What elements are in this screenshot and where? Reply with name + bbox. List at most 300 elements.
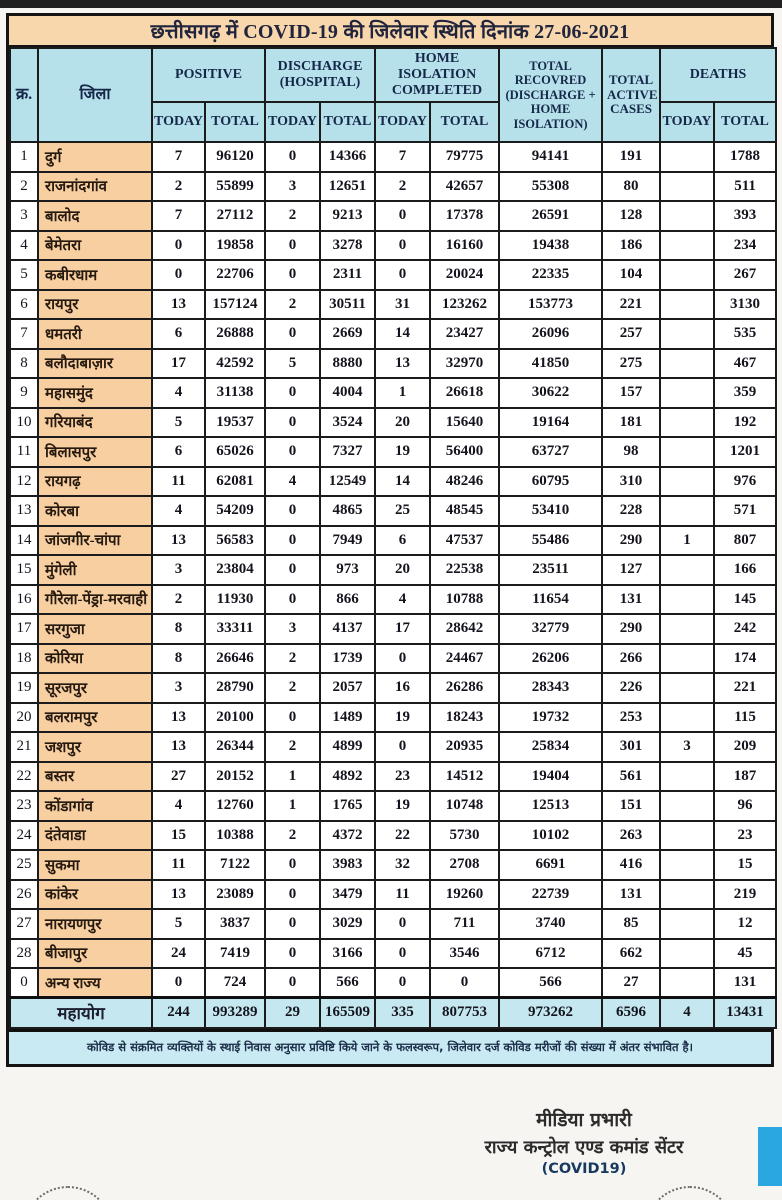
- deaths-total-cell: 12: [714, 909, 776, 939]
- recovered-cell: 23511: [499, 555, 602, 585]
- discharge-today-cell: 3: [265, 172, 320, 202]
- home-total-cell: 42657: [430, 172, 499, 202]
- positive-total-cell: 31138: [205, 378, 265, 408]
- active-cell: 181: [602, 408, 660, 438]
- header-deaths-total: TOTAL: [714, 102, 776, 142]
- discharge-today-cell: 0: [265, 496, 320, 526]
- serial-cell: 4: [10, 231, 38, 261]
- district-row: [10, 850, 776, 880]
- deaths-today-cell: [660, 850, 714, 880]
- serial-cell: 21: [10, 732, 38, 762]
- top-dark-bar: [0, 0, 782, 8]
- discharge-today-cell: 1: [265, 791, 320, 821]
- district-cell: सरगुजा: [38, 614, 152, 644]
- district-row: [10, 467, 776, 497]
- discharge-total-cell: 4899: [320, 732, 375, 762]
- discharge-today-cell: 4: [265, 467, 320, 497]
- discharge-today-cell: 0: [265, 260, 320, 290]
- district-cell: महासमुंद: [38, 378, 152, 408]
- deaths-today-cell: [660, 762, 714, 792]
- district-cell: सूरजपुर: [38, 673, 152, 703]
- discharge-total-cell: 3029: [320, 909, 375, 939]
- positive-today-cell: 15: [152, 821, 205, 851]
- deaths-today-cell: [660, 585, 714, 615]
- district-row: [10, 762, 776, 792]
- district-cell: जांजगीर-चांपा: [38, 526, 152, 556]
- positive-total-cell: 26888: [205, 319, 265, 349]
- home-today-cell: 0: [375, 231, 430, 261]
- serial-cell: 17: [10, 614, 38, 644]
- home-total-cell: 10788: [430, 585, 499, 615]
- serial-cell: 24: [10, 821, 38, 851]
- positive-today-cell: 4: [152, 496, 205, 526]
- deaths-today-cell: [660, 880, 714, 910]
- deaths-today-cell: [660, 201, 714, 231]
- deaths-total-cell: 219: [714, 880, 776, 910]
- positive-today-cell: 2: [152, 172, 205, 202]
- positive-total-cell: 62081: [205, 467, 265, 497]
- positive-today-cell: 7: [152, 201, 205, 231]
- district-cell: बलरामपुर: [38, 703, 152, 733]
- serial-cell: 0: [10, 968, 38, 998]
- deaths-today-cell: [660, 378, 714, 408]
- home-today-cell: 0: [375, 644, 430, 674]
- district-row: [10, 526, 776, 556]
- active-cell: 301: [602, 732, 660, 762]
- active-cell: 310: [602, 467, 660, 497]
- deaths-today-cell: [660, 939, 714, 969]
- active-cell: 257: [602, 319, 660, 349]
- home-today-cell: 16: [375, 673, 430, 703]
- serial-cell: 13: [10, 496, 38, 526]
- serial-cell: 7: [10, 319, 38, 349]
- deaths-today-cell: 3: [660, 732, 714, 762]
- discharge-today-cell: 2: [265, 821, 320, 851]
- positive-total-cell: 28790: [205, 673, 265, 703]
- header-total-recovered: TOTAL RECOVRED (DISCHARGE + HOME ISOLATION): [499, 48, 602, 142]
- district-row: [10, 378, 776, 408]
- home-today-cell: 2: [375, 172, 430, 202]
- home-today-cell: 0: [375, 260, 430, 290]
- positive-total-cell: 3837: [205, 909, 265, 939]
- positive-today-cell: 0: [152, 260, 205, 290]
- district-row: [10, 231, 776, 261]
- discharge-total-cell: 4892: [320, 762, 375, 792]
- district-cell: जशपुर: [38, 732, 152, 762]
- home-total-cell: 19260: [430, 880, 499, 910]
- active-cell: 157: [602, 378, 660, 408]
- home-today-cell: 32: [375, 850, 430, 880]
- discharge-total-cell: 8880: [320, 349, 375, 379]
- home-total-cell: 3546: [430, 939, 499, 969]
- deaths-total-cell: 807: [714, 526, 776, 556]
- active-cell: 221: [602, 290, 660, 320]
- discharge-total-cell: 7327: [320, 437, 375, 467]
- deaths-total-cell: 187: [714, 762, 776, 792]
- home-total-cell: 15640: [430, 408, 499, 438]
- recovered-cell: 12513: [499, 791, 602, 821]
- positive-total-cell: 27112: [205, 201, 265, 231]
- district-row: [10, 673, 776, 703]
- home-today-cell: 25: [375, 496, 430, 526]
- active-cell: 127: [602, 555, 660, 585]
- district-row: [10, 172, 776, 202]
- home-today-cell: 14: [375, 319, 430, 349]
- district-row: [10, 290, 776, 320]
- deaths-total-cell: 1201: [714, 437, 776, 467]
- deaths-today-cell: 1: [660, 526, 714, 556]
- positive-total-cell: 12760: [205, 791, 265, 821]
- serial-cell: 18: [10, 644, 38, 674]
- serial-cell: 8: [10, 349, 38, 379]
- serial-cell: 2: [10, 172, 38, 202]
- active-cell: 27: [602, 968, 660, 998]
- deaths-today-cell: [660, 142, 714, 172]
- positive-total-cell: 56583: [205, 526, 265, 556]
- deaths-total-cell: 221: [714, 673, 776, 703]
- positive-total-cell: 7122: [205, 850, 265, 880]
- serial-cell: 25: [10, 850, 38, 880]
- positive-today-cell: 13: [152, 703, 205, 733]
- signature-role: मीडिया प्रभारी: [536, 1109, 632, 1131]
- discharge-today-cell: 2: [265, 644, 320, 674]
- recovered-cell: 6691: [499, 850, 602, 880]
- recovered-cell: 60795: [499, 467, 602, 497]
- district-row: [10, 703, 776, 733]
- deaths-total-cell: 115: [714, 703, 776, 733]
- home-total-cell: 5730: [430, 821, 499, 851]
- recovered-cell: 22335: [499, 260, 602, 290]
- discharge-today-cell: 0: [265, 880, 320, 910]
- covid-district-table: [9, 47, 777, 1029]
- header-deaths: DEATHS: [660, 48, 776, 102]
- discharge-total-cell: 3479: [320, 880, 375, 910]
- positive-total-cell: 65026: [205, 437, 265, 467]
- home-total-cell: 20935: [430, 732, 499, 762]
- recovered-cell: 53410: [499, 496, 602, 526]
- positive-total-cell: 26646: [205, 644, 265, 674]
- deaths-total-cell: 393: [714, 201, 776, 231]
- serial-cell: 12: [10, 467, 38, 497]
- deaths-total-cell: 359: [714, 378, 776, 408]
- positive-today-cell: 8: [152, 614, 205, 644]
- deaths-today-cell: [660, 555, 714, 585]
- home-today-cell: 19: [375, 703, 430, 733]
- positive-total-cell: 19858: [205, 231, 265, 261]
- positive-total-cell: 10388: [205, 821, 265, 851]
- home-today-cell: 0: [375, 968, 430, 998]
- district-cell: दंतेवाडा: [38, 821, 152, 851]
- blue-edge-marker: [758, 1127, 782, 1186]
- recovered-cell: 63727: [499, 437, 602, 467]
- home-total-cell: 48246: [430, 467, 499, 497]
- active-cell: 290: [602, 614, 660, 644]
- header-total-active: TOTAL ACTIVE CASES: [602, 48, 660, 142]
- positive-today-cell: 11: [152, 467, 205, 497]
- district-row: [10, 939, 776, 969]
- district-cell: गरियाबंद: [38, 408, 152, 438]
- positive-total-cell: 42592: [205, 349, 265, 379]
- home-today-cell: 20: [375, 408, 430, 438]
- district-row: [10, 437, 776, 467]
- recovered-cell: 3740: [499, 909, 602, 939]
- home-total-cell: 79775: [430, 142, 499, 172]
- home-total-cell: 0: [430, 968, 499, 998]
- deaths-today-cell: [660, 260, 714, 290]
- deaths-total-cell: 96: [714, 791, 776, 821]
- home-total-cell: 47537: [430, 526, 499, 556]
- district-cell: कबीरधाम: [38, 260, 152, 290]
- total-positive-today: 244: [152, 998, 205, 1028]
- deaths-today-cell: [660, 791, 714, 821]
- recovered-cell: 25834: [499, 732, 602, 762]
- recovered-cell: 26206: [499, 644, 602, 674]
- active-cell: 80: [602, 172, 660, 202]
- deaths-total-cell: 15: [714, 850, 776, 880]
- district-row: [10, 349, 776, 379]
- total-discharge-total: 165509: [320, 998, 375, 1028]
- discharge-total-cell: 2057: [320, 673, 375, 703]
- discharge-total-cell: 4137: [320, 614, 375, 644]
- signature-block: [434, 1106, 734, 1177]
- deaths-today-cell: [660, 172, 714, 202]
- district-cell: राजनांदगांव: [38, 172, 152, 202]
- serial-cell: 6: [10, 290, 38, 320]
- discharge-today-cell: 2: [265, 673, 320, 703]
- discharge-total-cell: 2669: [320, 319, 375, 349]
- serial-cell: 15: [10, 555, 38, 585]
- discharge-total-cell: 973: [320, 555, 375, 585]
- header-deaths-today: TODAY: [660, 102, 714, 142]
- deaths-total-cell: 1788: [714, 142, 776, 172]
- total-positive-total: 993289: [205, 998, 265, 1028]
- discharge-today-cell: 0: [265, 231, 320, 261]
- home-total-cell: 28642: [430, 614, 499, 644]
- table-body: [10, 142, 776, 1028]
- positive-today-cell: 4: [152, 378, 205, 408]
- active-cell: 253: [602, 703, 660, 733]
- signature-covid19: (COVID19): [541, 1161, 627, 1177]
- discharge-total-cell: 566: [320, 968, 375, 998]
- serial-cell: 26: [10, 880, 38, 910]
- deaths-total-cell: 45: [714, 939, 776, 969]
- deaths-today-cell: [660, 968, 714, 998]
- district-cell: रायपुर: [38, 290, 152, 320]
- positive-total-cell: 157124: [205, 290, 265, 320]
- district-row: [10, 496, 776, 526]
- discharge-today-cell: 5: [265, 349, 320, 379]
- district-cell: बीजापुर: [38, 939, 152, 969]
- active-cell: 266: [602, 644, 660, 674]
- recovered-cell: 30622: [499, 378, 602, 408]
- discharge-today-cell: 0: [265, 968, 320, 998]
- district-row: [10, 319, 776, 349]
- recovered-cell: 6712: [499, 939, 602, 969]
- discharge-today-cell: 2: [265, 290, 320, 320]
- deaths-today-cell: [660, 496, 714, 526]
- district-row: [10, 821, 776, 851]
- serial-cell: 3: [10, 201, 38, 231]
- home-today-cell: 13: [375, 349, 430, 379]
- active-cell: 131: [602, 880, 660, 910]
- discharge-today-cell: 0: [265, 585, 320, 615]
- discharge-today-cell: 0: [265, 408, 320, 438]
- deaths-today-cell: [660, 909, 714, 939]
- deaths-today-cell: [660, 231, 714, 261]
- positive-today-cell: 4: [152, 791, 205, 821]
- discharge-total-cell: 14366: [320, 142, 375, 172]
- positive-today-cell: 13: [152, 732, 205, 762]
- recovered-cell: 55308: [499, 172, 602, 202]
- discharge-today-cell: 2: [265, 732, 320, 762]
- deaths-today-cell: [660, 614, 714, 644]
- home-today-cell: 22: [375, 821, 430, 851]
- recovered-cell: 10102: [499, 821, 602, 851]
- positive-today-cell: 13: [152, 880, 205, 910]
- district-cell: गौरेला-पेंड्रा-मरवाही: [38, 585, 152, 615]
- district-cell: बेमेतरा: [38, 231, 152, 261]
- home-today-cell: 31: [375, 290, 430, 320]
- home-today-cell: 19: [375, 437, 430, 467]
- active-cell: 191: [602, 142, 660, 172]
- signature-org: राज्य कन्ट्रोल एण्ड कमांड सेंटर: [484, 1137, 684, 1158]
- table-header: [10, 48, 776, 142]
- total-active: 6596: [602, 998, 660, 1028]
- discharge-total-cell: 9213: [320, 201, 375, 231]
- positive-total-cell: 54209: [205, 496, 265, 526]
- district-row: [10, 408, 776, 438]
- home-today-cell: 4: [375, 585, 430, 615]
- home-total-cell: 18243: [430, 703, 499, 733]
- district-cell: अन्य राज्य: [38, 968, 152, 998]
- discharge-total-cell: 866: [320, 585, 375, 615]
- district-cell: कोरबा: [38, 496, 152, 526]
- deaths-total-cell: 174: [714, 644, 776, 674]
- deaths-total-cell: 976: [714, 467, 776, 497]
- discharge-total-cell: 7949: [320, 526, 375, 556]
- total-deaths-total: 13431: [714, 998, 776, 1028]
- serial-cell: 11: [10, 437, 38, 467]
- home-total-cell: 32970: [430, 349, 499, 379]
- active-cell: 128: [602, 201, 660, 231]
- active-cell: 85: [602, 909, 660, 939]
- total-recovered: 973262: [499, 998, 602, 1028]
- recovered-cell: 32779: [499, 614, 602, 644]
- positive-today-cell: 2: [152, 585, 205, 615]
- home-today-cell: 0: [375, 201, 430, 231]
- deaths-today-cell: [660, 644, 714, 674]
- discharge-total-cell: 12549: [320, 467, 375, 497]
- recovered-cell: 19438: [499, 231, 602, 261]
- header-discharge: DISCHARGE (HOSPITAL): [265, 48, 375, 102]
- recovered-cell: 22739: [499, 880, 602, 910]
- discharge-total-cell: 30511: [320, 290, 375, 320]
- deaths-today-cell: [660, 821, 714, 851]
- recovered-cell: 28343: [499, 673, 602, 703]
- district-cell: धमतरी: [38, 319, 152, 349]
- header-positive-today: TODAY: [152, 102, 205, 142]
- positive-today-cell: 3: [152, 673, 205, 703]
- deaths-total-cell: 209: [714, 732, 776, 762]
- deaths-total-cell: 3130: [714, 290, 776, 320]
- home-today-cell: 11: [375, 880, 430, 910]
- discharge-total-cell: 1739: [320, 644, 375, 674]
- active-cell: 151: [602, 791, 660, 821]
- positive-total-cell: 20152: [205, 762, 265, 792]
- district-row: [10, 260, 776, 290]
- discharge-today-cell: 0: [265, 703, 320, 733]
- discharge-today-cell: 0: [265, 142, 320, 172]
- discharge-total-cell: 2311: [320, 260, 375, 290]
- deaths-total-cell: 131: [714, 968, 776, 998]
- discharge-today-cell: 0: [265, 526, 320, 556]
- home-total-cell: 26286: [430, 673, 499, 703]
- serial-cell: 10: [10, 408, 38, 438]
- recovered-cell: 26591: [499, 201, 602, 231]
- home-total-cell: 48545: [430, 496, 499, 526]
- home-total-cell: 711: [430, 909, 499, 939]
- district-cell: रायगढ़: [38, 467, 152, 497]
- header-serial: क्र.: [10, 48, 38, 142]
- active-cell: 416: [602, 850, 660, 880]
- header-discharge-total: TOTAL: [320, 102, 375, 142]
- positive-total-cell: 19537: [205, 408, 265, 438]
- footer-note: कोविड से संक्रमित व्यक्तियों के स्थाई निवास अनुसार प्रविष्टि किये जाने के फलस्वरूप, जिलेवार दर्ज कोविड मरीजों की संख्या में अंतर संभावित है।: [9, 1029, 771, 1064]
- positive-today-cell: 6: [152, 319, 205, 349]
- district-row: [10, 968, 776, 998]
- page-title: छत्तीसगढ़ में COVID-19 की जिलेवार स्थिति दिनांक 27-06-2021: [9, 16, 771, 47]
- district-row: [10, 201, 776, 231]
- discharge-total-cell: 4004: [320, 378, 375, 408]
- district-row: [10, 791, 776, 821]
- total-deaths-today: 4: [660, 998, 714, 1028]
- home-today-cell: 7: [375, 142, 430, 172]
- positive-today-cell: 8: [152, 644, 205, 674]
- serial-cell: 1: [10, 142, 38, 172]
- home-today-cell: 23: [375, 762, 430, 792]
- deaths-today-cell: [660, 319, 714, 349]
- recovered-cell: 11654: [499, 585, 602, 615]
- deaths-today-cell: [660, 673, 714, 703]
- discharge-total-cell: 12651: [320, 172, 375, 202]
- header-discharge-today: TODAY: [265, 102, 320, 142]
- recovered-cell: 41850: [499, 349, 602, 379]
- discharge-total-cell: 3524: [320, 408, 375, 438]
- active-cell: 131: [602, 585, 660, 615]
- deaths-total-cell: 192: [714, 408, 776, 438]
- home-total-cell: 14512: [430, 762, 499, 792]
- district-cell: कांकेर: [38, 880, 152, 910]
- positive-today-cell: 17: [152, 349, 205, 379]
- active-cell: 662: [602, 939, 660, 969]
- recovered-cell: 153773: [499, 290, 602, 320]
- serial-cell: 22: [10, 762, 38, 792]
- deaths-today-cell: [660, 467, 714, 497]
- positive-total-cell: 11930: [205, 585, 265, 615]
- deaths-today-cell: [660, 408, 714, 438]
- district-row: [10, 909, 776, 939]
- discharge-today-cell: 2: [265, 201, 320, 231]
- header-home-today: TODAY: [375, 102, 430, 142]
- serial-cell: 28: [10, 939, 38, 969]
- serial-cell: 19: [10, 673, 38, 703]
- home-today-cell: 17: [375, 614, 430, 644]
- positive-today-cell: 5: [152, 909, 205, 939]
- discharge-today-cell: 0: [265, 909, 320, 939]
- positive-total-cell: 724: [205, 968, 265, 998]
- total-home-total: 807753: [430, 998, 499, 1028]
- dotted-stamp-right-icon: [644, 1186, 736, 1200]
